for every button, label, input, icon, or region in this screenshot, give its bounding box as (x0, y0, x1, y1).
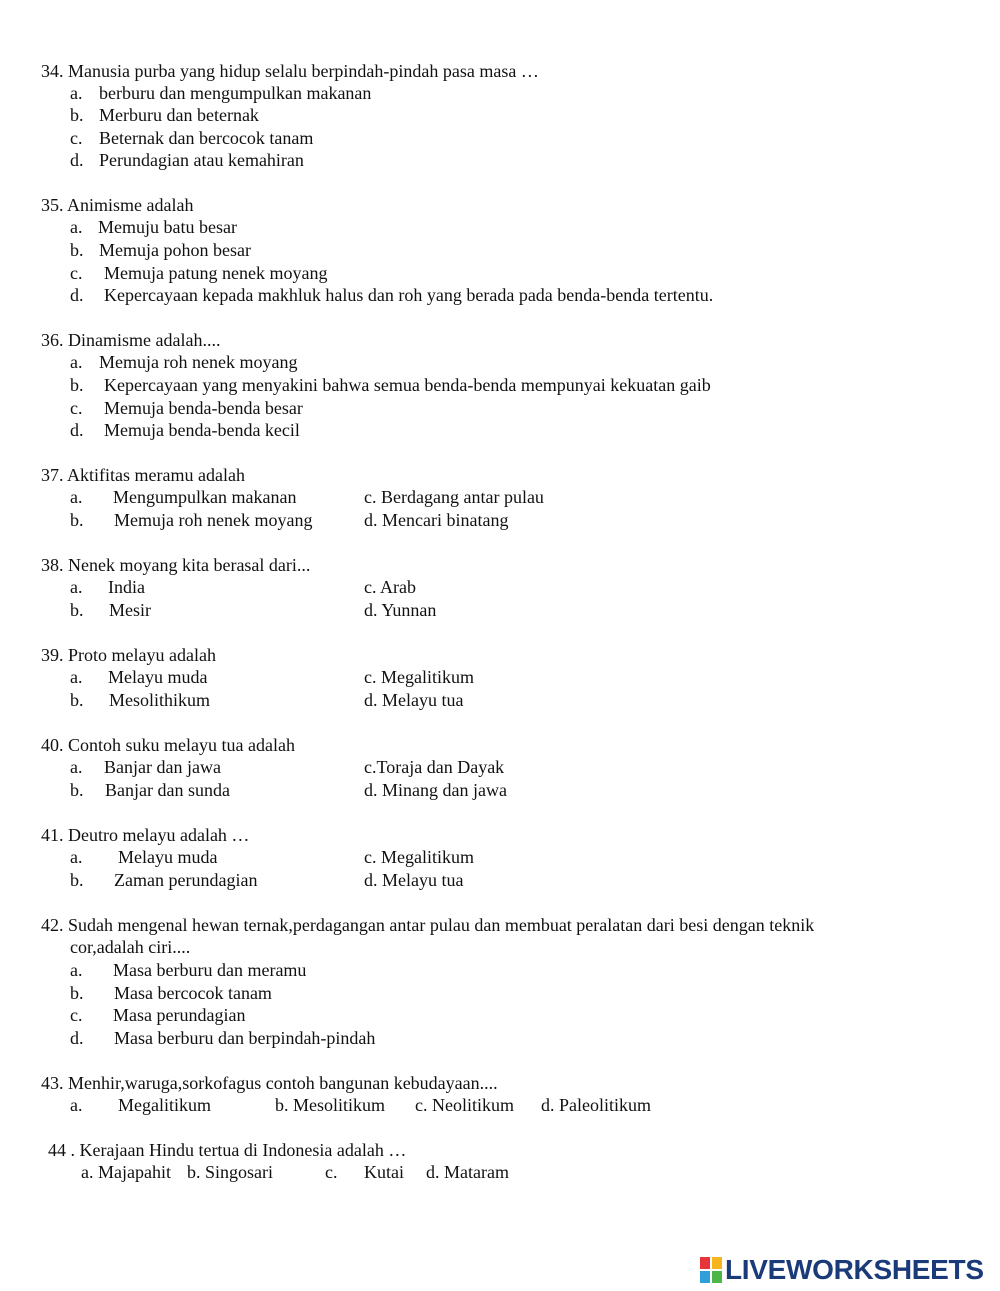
question-42-stem-continuation: cor,adalah ciri.... (70, 937, 191, 957)
option-35-a: a. Memuju batu besar (70, 217, 237, 237)
option-44-a: a. Majapahit (81, 1162, 171, 1182)
option-39-d: d. Melayu tua (364, 690, 464, 710)
option-44-b: b. Singosari (187, 1162, 274, 1182)
option-39-a: a. Melayu muda (70, 667, 208, 687)
watermark-text: LIVEWORKSHEETS (725, 1253, 984, 1285)
question-39-stem: 39. Proto melayu adalah (41, 645, 216, 665)
option-36-b: b. Kepercayaan yang menyakini bahwa semua benda-benda mempunyai kekuatan gaib (70, 375, 711, 395)
option-41-c: c. Megalitikum (364, 847, 474, 867)
option-37-a: a. Mengumpulkan makanan (70, 487, 297, 507)
question-41-stem: 41. Deutro melayu adalah … (41, 825, 250, 845)
liveworksheets-watermark (700, 1253, 984, 1287)
option-44-d: d. Mataram (426, 1162, 509, 1182)
question-37-stem: 37. Aktifitas meramu adalah (41, 465, 245, 485)
question-43-stem: 43. Menhir,waruga,sorkofagus contoh bangunan kebudayaan.... (41, 1073, 498, 1093)
option-34-b: b. Merburu dan beternak (70, 105, 259, 125)
question-38-stem: 38. Nenek moyang kita berasal dari... (41, 555, 311, 575)
liveworksheets-logo-icon (700, 1257, 722, 1283)
question-40-stem: 40. Contoh suku melayu tua adalah (41, 735, 295, 755)
question-34-stem: 34. Manusia purba yang hidup selalu berpindah-pindah pasa masa … (41, 61, 539, 81)
option-42-d: d. Masa berburu dan berpindah-pindah (70, 1028, 376, 1048)
option-39-c: c. Megalitikum (364, 667, 474, 687)
option-34-c: c. Beternak dan bercocok tanam (70, 128, 314, 148)
option-37-b: b. Memuja roh nenek moyang (70, 510, 313, 530)
option-43-d: d. Paleolitikum (541, 1095, 651, 1115)
option-39-b: b. Mesolithikum (70, 690, 211, 710)
option-43-c: c. Neolitikum (415, 1095, 514, 1115)
option-41-b: b. Zaman perundagian (70, 870, 258, 890)
option-35-c: c. Memuja patung nenek moyang (70, 263, 328, 283)
question-36-stem: 36. Dinamisme adalah.... (41, 330, 221, 350)
option-42-a: a. Masa berburu dan meramu (70, 960, 307, 980)
question-42-stem: 42. Sudah mengenal hewan ternak,perdagangan antar pulau dan membuat peralatan dari besi dengan teknik (41, 915, 815, 935)
option-43-a: a. Megalitikum (70, 1095, 211, 1115)
option-40-d: d. Minang dan jawa (364, 780, 507, 800)
option-37-c: c. Berdagang antar pulau (364, 487, 544, 507)
option-41-d: d. Melayu tua (364, 870, 464, 890)
option-40-c: c.Toraja dan Dayak (364, 757, 505, 777)
option-38-b: b. Mesir (70, 600, 151, 620)
option-37-d: d. Mencari binatang (364, 510, 509, 530)
option-42-c: c. Masa perundagian (70, 1005, 246, 1025)
option-34-a: a. berburu dan mengumpulkan makanan (70, 83, 372, 103)
option-40-b: b. Banjar dan sunda (70, 780, 230, 800)
option-36-c: c. Memuja benda-benda besar (70, 398, 303, 418)
option-41-a: a. Melayu muda (70, 847, 218, 867)
option-40-a: a. Banjar dan jawa (70, 757, 221, 777)
option-34-d: d. Perundagian atau kemahiran (70, 150, 304, 170)
option-42-b: b. Masa bercocok tanam (70, 983, 272, 1003)
question-35-stem: 35. Animisme adalah (41, 195, 194, 215)
option-35-b: b. Memuja pohon besar (70, 240, 251, 260)
option-36-d: d. Memuja benda-benda kecil (70, 420, 300, 440)
option-38-c: c. Arab (364, 577, 416, 597)
option-43-b: b. Mesolitikum (275, 1095, 386, 1115)
question-44-stem: 44 . Kerajaan Hindu tertua di Indonesia adalah … (48, 1140, 407, 1160)
option-38-d: d. Yunnan (364, 600, 437, 620)
option-36-a: a. Memuja roh nenek moyang (70, 352, 298, 372)
option-38-a: a. India (70, 577, 145, 597)
option-35-d: d. Kepercayaan kepada makhluk halus dan roh yang berada pada benda-benda tertentu. (70, 285, 714, 305)
option-44-c: c. Kutai (325, 1162, 404, 1182)
